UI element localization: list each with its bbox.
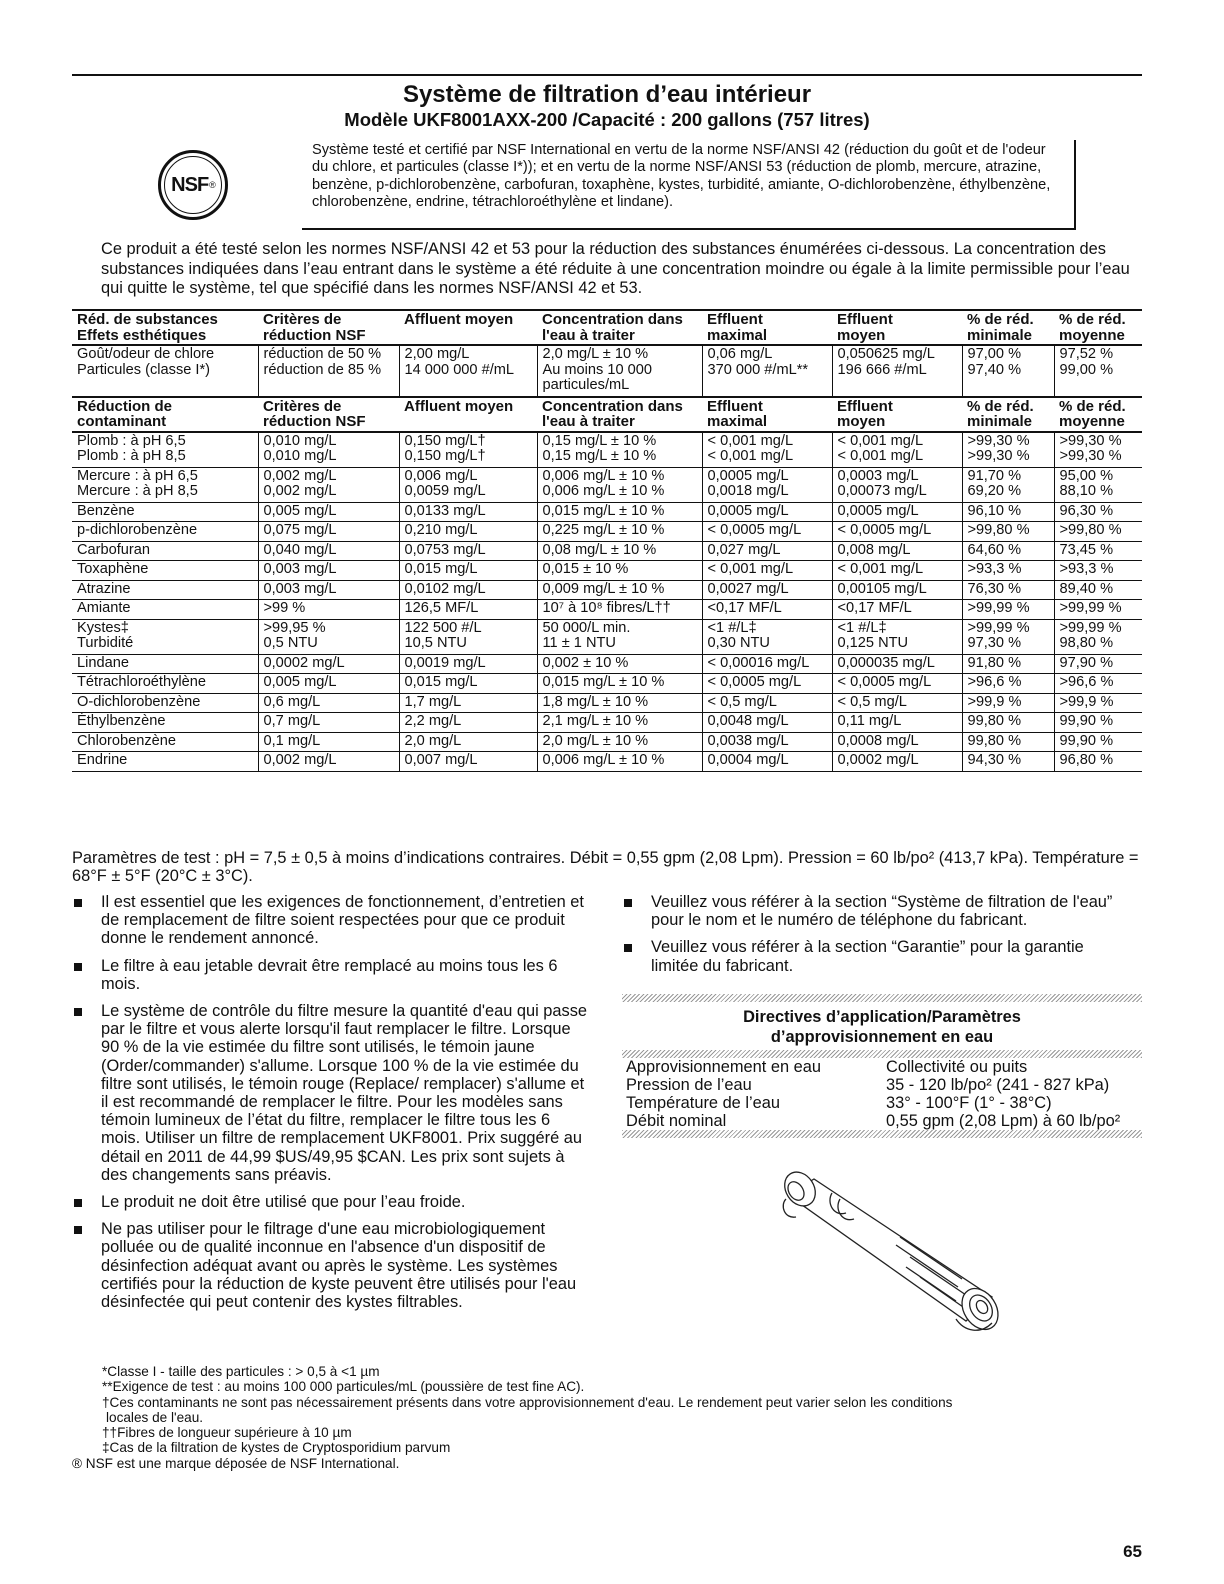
column-header: % de réd. moyenne [1054, 397, 1142, 432]
table-row [72, 732, 1142, 752]
table-cell: 0,0005 mg/L 0,0018 mg/L [702, 467, 832, 502]
table-cell: 0,15 mg/L ± 10 % 0,15 mg/L ± 10 % [537, 432, 702, 468]
table-cell: 2,00 mg/L 14 000 000 #/mL [399, 345, 537, 397]
bullet-item: Il est essentiel que les exigences de fonctionnement, d’entretien et de remplacement de filtre soient respectées pour que ce produit donne le rendement annoncé. [72, 893, 592, 948]
water-filter-cartridge-illustration [770, 1165, 1010, 1355]
bullet-square-icon [74, 1008, 82, 1016]
table-cell: 0,005 mg/L [258, 674, 399, 694]
table-cell: 96,30 % [1054, 502, 1142, 522]
column-header: Affluent moyen [399, 310, 537, 345]
table-cell: Chlorobenzène [72, 732, 258, 752]
table-cell: < 0,001 mg/L [832, 561, 962, 581]
directive-label: Pression de l’eau [626, 1076, 752, 1094]
table-cell: >99,30 % >99,30 % [962, 432, 1054, 468]
table-cell: < 0,001 mg/L < 0,001 mg/L [702, 432, 832, 468]
top-rule [72, 74, 1142, 76]
table-cell: 0,0004 mg/L [702, 752, 832, 772]
table-cell: 97,52 % 99,00 % [1054, 345, 1142, 397]
table-cell: < 0,001 mg/L [702, 561, 832, 581]
table-cell: < 0,0005 mg/L [702, 522, 832, 542]
table-row [72, 345, 1142, 397]
table-cell: 0,006 mg/L ± 10 % [537, 752, 702, 772]
table-cell: < 0,0005 mg/L [832, 674, 962, 694]
table-cell: >99 % [258, 600, 399, 620]
table-cell: >99,9 % [1054, 693, 1142, 713]
table-cell: 0,00105 mg/L [832, 580, 962, 600]
column-header: Réduction de contaminant [72, 397, 258, 432]
table-row [72, 541, 1142, 561]
directive-label: Approvisionnement en eau [626, 1058, 821, 1076]
table-cell: 0,0002 mg/L [832, 752, 962, 772]
table-cell: 96,80 % [1054, 752, 1142, 772]
bullet-square-icon [74, 1199, 82, 1207]
bullet-item: Le produit ne doit être utilisé que pour l’eau froide. [72, 1193, 592, 1211]
table-cell: 1,7 mg/L [399, 693, 537, 713]
column-header: % de réd. minimale [962, 397, 1054, 432]
table-cell: Éthylbenzène [72, 713, 258, 733]
table-cell: 0,040 mg/L [258, 541, 399, 561]
directive-row [622, 1058, 1142, 1076]
table-cell: >93,3 % [962, 561, 1054, 581]
table-row [72, 600, 1142, 620]
table-cell: >96,6 % [962, 674, 1054, 694]
table-cell: 0,015 ± 10 % [537, 561, 702, 581]
bullet-square-icon [74, 1226, 82, 1234]
footnote: ® NSF est une marque déposée de NSF International. [72, 1455, 400, 1471]
directive-value: 33° - 100°F (1° - 38°C) [886, 1094, 1052, 1112]
table-cell: 0,08 mg/L ± 10 % [537, 541, 702, 561]
table-cell: <1 #/L‡ 0,125 NTU [832, 619, 962, 654]
table-cell: 0,006 mg/L ± 10 % 0,006 mg/L ± 10 % [537, 467, 702, 502]
page-number: 65 [1123, 1542, 1142, 1561]
table-row [72, 467, 1142, 502]
table-cell: 2,0 mg/L ± 10 % [537, 732, 702, 752]
directive-row [622, 1112, 1142, 1130]
table-cell: 0,7 mg/L [258, 713, 399, 733]
column-header: Effluent maximal [702, 397, 832, 432]
column-header: Critères de réduction NSF [258, 310, 399, 345]
table-cell: 0,210 mg/L [399, 522, 537, 542]
table-row [72, 674, 1142, 694]
table-cell: < 0,0005 mg/L [702, 674, 832, 694]
table-cell: 0,0005 mg/L [832, 502, 962, 522]
page-subtitle: Modèle UKF8001AXX-200 /Capacité : 200 gallons (757 litres) [344, 109, 870, 130]
table-cell: Mercure : à pH 6,5 Mercure : à pH 8,5 [72, 467, 258, 502]
table-cell: 0,0002 mg/L [258, 654, 399, 674]
table-cell: 0,225 mg/L ± 10 % [537, 522, 702, 542]
directive-value: 35 - 120 lb/po² (241 - 827 kPa) [886, 1076, 1110, 1094]
directive-row [622, 1076, 1142, 1094]
table-cell: 126,5 MF/L [399, 600, 537, 620]
table-cell: 89,40 % [1054, 580, 1142, 600]
table-cell: < 0,5 mg/L [702, 693, 832, 713]
table-cell: <0,17 MF/L [832, 600, 962, 620]
table-cell: 0,0019 mg/L [399, 654, 537, 674]
table-cell: Carbofuran [72, 541, 258, 561]
column-header: Affluent moyen [399, 397, 537, 432]
table-cell: 0,009 mg/L ± 10 % [537, 580, 702, 600]
table-cell: 99,80 % [962, 732, 1054, 752]
table-cell: 1,8 mg/L ± 10 % [537, 693, 702, 713]
column-header: Effluent moyen [832, 310, 962, 345]
column-header: % de réd. moyenne [1054, 310, 1142, 345]
page-title: Système de filtration d’eau intérieur [402, 81, 812, 108]
table-cell: 0,002 ± 10 % [537, 654, 702, 674]
table-cell: 96,10 % [962, 502, 1054, 522]
table-cell: 0,0027 mg/L [702, 580, 832, 600]
table-cell: 0,010 mg/L 0,010 mg/L [258, 432, 399, 468]
table-row [72, 693, 1142, 713]
table-cell: 76,30 % [962, 580, 1054, 600]
table-cell: 0,006 mg/L 0,0059 mg/L [399, 467, 537, 502]
table-cell: 0,0102 mg/L [399, 580, 537, 600]
column-header: Concentration dans l'eau à traiter [537, 397, 702, 432]
table-cell: Benzène [72, 502, 258, 522]
table-row [72, 561, 1142, 581]
table-row [72, 713, 1142, 733]
directive-label: Débit nominal [626, 1112, 727, 1130]
directives-title: Directives d’application/Paramètres d’approvisionnement en eau [743, 1008, 1021, 1046]
directive-value: Collectivité ou puits [886, 1058, 1028, 1076]
footnote: *Classe I - taille des particules : > 0,5 à <1 µm [102, 1364, 380, 1379]
table-cell: 0,005 mg/L [258, 502, 399, 522]
column-header: % de réd. minimale [962, 310, 1054, 345]
table-cell: 99,90 % [1054, 713, 1142, 733]
column-header: Effluent maximal [702, 310, 832, 345]
footnotes [72, 1364, 1132, 1471]
table-cell: 0,002 mg/L [258, 752, 399, 772]
table-cell: 50 000/L min. 11 ± 1 NTU [537, 619, 702, 654]
table-cell: 0,11 mg/L [832, 713, 962, 733]
table-row [72, 619, 1142, 654]
table-cell: 10⁷ à 10⁸ fibres/L†† [537, 600, 702, 620]
table-cell: 91,80 % [962, 654, 1054, 674]
table-cell: <1 #/L‡ 0,30 NTU [702, 619, 832, 654]
intro-paragraph: Ce produit a été testé selon les normes NSF/ANSI 42 et 53 pour la réduction des substances énumérées ci-dessous. La concentration des substances indiquées dans l’eau entrant dans le système a été réduite à une concentration moindre ou égale à la limite permissible pour l’eau qui quitte le système, tel que spécifié dans les normes NSF/ANSI 42 et 53. [101, 240, 1130, 297]
table-cell: 122 500 #/L 10,5 NTU [399, 619, 537, 654]
table-row [72, 522, 1142, 542]
table-cell: >99,80 % [1054, 522, 1142, 542]
table-cell: Tétrachloroéthylène [72, 674, 258, 694]
table-cell: 0,008 mg/L [832, 541, 962, 561]
bullet-item: Ne pas utiliser pour le filtrage d'une eau microbiologiquement polluée ou de qualité inconnue en l'absence d'un dispositif de désinfection adéquat avant ou après le système. Les systèmes certifiés pour la réduction de kyste peuvent être utilisés pour l'eau désinfectée qui peut contenir des kystes filtrables. [72, 1220, 592, 1311]
table-cell: 0,075 mg/L [258, 522, 399, 542]
table-row [72, 752, 1142, 772]
table-cell: 99,80 % [962, 713, 1054, 733]
table-cell: >99,95 % 0,5 NTU [258, 619, 399, 654]
bullet-list-left [72, 893, 592, 1320]
footnote: ‡Cas de la filtration de kystes de Cryptosporidium parvum [102, 1440, 451, 1456]
column-header: Réd. de substances Effets esthétiques [72, 310, 258, 345]
bullet-item: Veuillez vous référer à la section “Système de filtration de l'eau” pour le nom et le numéro de téléphone du fabricant. [622, 893, 1132, 929]
table-cell: < 0,0005 mg/L [832, 522, 962, 542]
table-cell: >93,3 % [1054, 561, 1142, 581]
test-parameters: Paramètres de test : pH = 7,5 ± 0,5 à moins d’indications contraires. Débit = 0,55 gpm (2,08 Lpm). Pression = 60 lb/po² (413,7 kPa). Température = 68°F ± 5°F (20°C ± 3°C). [72, 849, 1139, 885]
table-cell: >99,30 % >99,30 % [1054, 432, 1142, 468]
table-cell: p-dichlorobenzène [72, 522, 258, 542]
table-cell: 0,0008 mg/L [832, 732, 962, 752]
table-cell: 0,050625 mg/L 196 666 #/mL [832, 345, 962, 397]
table-cell: 2,0 mg/L ± 10 % Au moins 10 000 particules/mL [537, 345, 702, 397]
table-cell: 99,90 % [1054, 732, 1142, 752]
hatched-band [622, 1050, 1142, 1058]
bullet-list-right [622, 893, 1132, 984]
table-cell: 0,06 mg/L 370 000 #/mL** [702, 345, 832, 397]
hatched-band [622, 1130, 1142, 1138]
table-cell: >96,6 % [1054, 674, 1142, 694]
table-cell: 0,002 mg/L 0,002 mg/L [258, 467, 399, 502]
table-cell: réduction de 50 % réduction de 85 % [258, 345, 399, 397]
table-cell: 95,00 % 88,10 % [1054, 467, 1142, 502]
bullet-item: Veuillez vous référer à la section “Garantie” pour la garantie limitée du fabricant. [622, 938, 1132, 974]
bullet-square-icon [624, 899, 632, 907]
table-cell: 2,1 mg/L ± 10 % [537, 713, 702, 733]
table-cell: >99,99 % [962, 600, 1054, 620]
table-header-row [72, 397, 1142, 432]
table-cell: 0,0133 mg/L [399, 502, 537, 522]
table-header-row [72, 310, 1142, 345]
table-cell: < 0,001 mg/L < 0,001 mg/L [832, 432, 962, 468]
table-cell: Lindane [72, 654, 258, 674]
table-cell: Atrazine [72, 580, 258, 600]
footnote: †Ces contaminants ne sont pas nécessairement présents dans votre approvisionnement d'eau. Le rendement peut varier selon les conditions [102, 1394, 953, 1410]
directive-label: Température de l’eau [626, 1094, 780, 1112]
table-cell: 0,003 mg/L [258, 561, 399, 581]
table-row [72, 580, 1142, 600]
certification-box: Système testé et certifié par NSF International en vertu de la norme NSF/ANSI 42 (réduction du goût et de l'odeur du chlore, et particules (classe I*)); et en vertu de la norme NSF/ANSI 53 (réduction de plomb, mercure, atrazine, benzène, p-dichlorobenzène, carbofuran, toxaphène, kystes, turbidité, amiante, O-dichlorobenzène, éthylbenzène, chlorobenzène, endrine, tétrachloroéthylène et lindane). [302, 140, 1076, 230]
footnote: locales de l'eau. [106, 1409, 204, 1425]
table-cell: 2,0 mg/L [399, 732, 537, 752]
table-cell: 0,0753 mg/L [399, 541, 537, 561]
table-cell: 0,000035 mg/L [832, 654, 962, 674]
directives-table [622, 1058, 1142, 1130]
table-cell: <0,17 MF/L [702, 600, 832, 620]
table-cell: 0,015 mg/L [399, 674, 537, 694]
table-cell: 0,0005 mg/L [702, 502, 832, 522]
table-cell: 97,00 % 97,40 % [962, 345, 1054, 397]
table-cell: >99,99 % [1054, 600, 1142, 620]
column-header: Critères de réduction NSF [258, 397, 399, 432]
bullet-item: Le système de contrôle du filtre mesure la quantité d'eau qui passe par le filtre et vous alerte lorsqu'il faut remplacer le filtre. Lorsque 90 % de la vie estimée du filtre sont utilisés, le témoin jaune (Order/commander) s'allume. Lorsque 100 % de la vie estimée du filtre sont utilisés, le témoin rouge (Replace/ remplacer) s'allume et il est recommandé de remplacer le filtre. Pour les modèles sans témoin lumineux de l’état du filtre, remplacer le filtre tous les 6 mois. Utiliser un filtre de remplacement UKF8001. Prix suggéré au détail en 2011 de 44,99 $US/49,95 $CAN. Les prix sont sujets à des changements sans préavis. [72, 1002, 592, 1184]
bullet-square-icon [624, 944, 632, 952]
table-cell: 2,2 mg/L [399, 713, 537, 733]
table-row [72, 432, 1142, 468]
table-cell: 0,0038 mg/L [702, 732, 832, 752]
table-cell: 0,015 mg/L ± 10 % [537, 674, 702, 694]
directive-row [622, 1094, 1142, 1112]
table-cell: 73,45 % [1054, 541, 1142, 561]
table-cell: Amiante [72, 600, 258, 620]
table-cell: Toxaphène [72, 561, 258, 581]
table-cell: O-dichlorobenzène [72, 693, 258, 713]
column-header: Effluent moyen [832, 397, 962, 432]
table-cell: 94,30 % [962, 752, 1054, 772]
table-cell: 0,007 mg/L [399, 752, 537, 772]
directive-value: 0,55 gpm (2,08 Lpm) à 60 lb/po² [886, 1112, 1121, 1130]
table-cell: 0,027 mg/L [702, 541, 832, 561]
bullet-square-icon [74, 963, 82, 971]
footnote: ††Fibres de longueur supérieure à 10 µm [102, 1425, 352, 1441]
hatched-band [622, 994, 1142, 1002]
table-cell: 0,003 mg/L [258, 580, 399, 600]
table-cell: Endrine [72, 752, 258, 772]
bullet-item: Le filtre à eau jetable devrait être remplacé au moins tous les 6 mois. [72, 957, 592, 993]
table-cell: 0,150 mg/L† 0,150 mg/L† [399, 432, 537, 468]
table-cell: 0,6 mg/L [258, 693, 399, 713]
bullet-square-icon [74, 899, 82, 907]
table-cell: 0,0003 mg/L 0,00073 mg/L [832, 467, 962, 502]
table-cell: >99,80 % [962, 522, 1054, 542]
table-cell: >99,99 % 97,30 % [962, 619, 1054, 654]
table-cell: Plomb : à pH 6,5 Plomb : à pH 8,5 [72, 432, 258, 468]
directives-box [622, 994, 1142, 1138]
table-row [72, 654, 1142, 674]
table-cell: < 0,5 mg/L [832, 693, 962, 713]
table-cell: 91,70 % 69,20 % [962, 467, 1054, 502]
table-cell: Kystes‡ Turbidité [72, 619, 258, 654]
table-cell: 97,90 % [1054, 654, 1142, 674]
table-cell: 0,015 mg/L [399, 561, 537, 581]
table-cell: Goût/odeur de chlore Particules (classe I*) [72, 345, 258, 397]
table-cell: >99,9 % [962, 693, 1054, 713]
table-cell: 0,1 mg/L [258, 732, 399, 752]
table-cell: >99,99 % 98,80 % [1054, 619, 1142, 654]
table-cell: 0,015 mg/L ± 10 % [537, 502, 702, 522]
table-cell: < 0,00016 mg/L [702, 654, 832, 674]
table-cell: 64,60 % [962, 541, 1054, 561]
table-cell: 0,0048 mg/L [702, 713, 832, 733]
footnote: **Exigence de test : au moins 100 000 particules/mL (poussière de test fine AC). [102, 1379, 585, 1395]
nsf-logo-icon: NSF ® [158, 150, 228, 220]
performance-table [72, 309, 1142, 772]
column-header: Concentration dans l'eau à traiter [537, 310, 702, 345]
table-row [72, 502, 1142, 522]
